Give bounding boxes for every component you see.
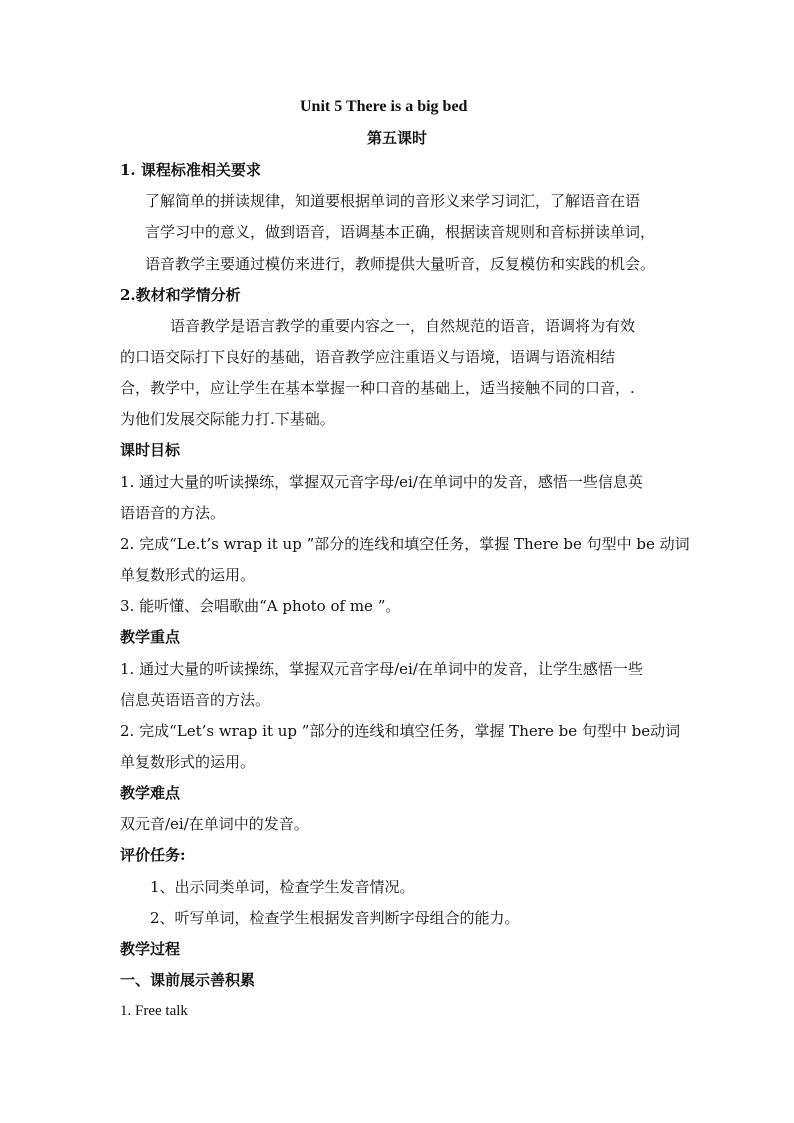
section-heading-key-points: 教学重点: [120, 628, 181, 646]
document-title: Unit 5 There is a big bed: [300, 98, 468, 115]
paragraph-line: 了解简单的拼读规律，知道要根据单词的音形义来学习词汇，了解语音在语: [145, 192, 641, 210]
paragraph-line: 2. 完成“Le.t’s wrap it up ”部分的连线和填空任务，掌握 There be 句型中 be 动词: [120, 535, 690, 553]
section-heading-analysis: 2.教材和学情分析: [120, 286, 241, 304]
section-subheading: 一、课前展示善积累: [120, 971, 256, 989]
paragraph-line: 为他们发展交际能力打.下基础。: [120, 410, 335, 428]
paragraph-line: 的口语交际打下良好的基础，语音教学应注重语义与语境，语调与语流相结: [120, 348, 616, 366]
paragraph-line: 语音教学是语言教学的重要内容之一，自然规范的语音，语调将为有效: [170, 317, 636, 335]
section-heading-standards: 1. 课程标准相关要求: [120, 161, 261, 179]
paragraph-line: 单复数形式的运用。: [120, 753, 256, 771]
paragraph-line: 单复数形式的运用。: [120, 566, 256, 584]
section-heading-objectives: 课时目标: [120, 441, 181, 459]
paragraph-line: 1. 通过大量的听读操练，掌握双元音字母/ei/在单词中的发音，感悟一些信息英: [120, 473, 643, 491]
document-subtitle: 第五课时: [367, 129, 428, 147]
section-heading-difficulties: 教学难点: [120, 784, 181, 802]
paragraph-line: 1、出示同类单词，检查学生发音情况。: [150, 878, 415, 896]
section-heading-evaluation: 评价任务:: [120, 846, 186, 864]
paragraph-line: 2、听写单词，检查学生根据发音判断字母组合的能力。: [150, 909, 520, 927]
section-heading-process: 教学过程: [120, 940, 181, 958]
paragraph-line: 1. 通过大量的听读操练，掌握双元音字母/ei/在单词中的发音，让学生感悟一些: [120, 660, 643, 678]
paragraph-line: 2. 完成“Let’s wrap it up ”部分的连线和填空任务，掌握 There be 句型中 be动词: [120, 722, 681, 740]
paragraph-line: 语音教学主要通过模仿来进行，教师提供大量听音，反复模仿和实践的机会。: [145, 255, 656, 273]
paragraph-line: 言学习中的意义，做到语音，语调基本正确，根据读音规则和音标拼读单词，: [145, 223, 656, 241]
paragraph-line: 合，教学中，应让学生在基本掌握一种口音的基础上，适当接触不同的口音，.: [120, 379, 635, 397]
paragraph-line: 语语音的方法。: [120, 504, 226, 522]
paragraph-line: 信息英语语音的方法。: [120, 691, 271, 709]
paragraph-line: 1. Free talk: [120, 1003, 188, 1019]
paragraph-line: 双元音/ei/在单词中的发音。: [120, 815, 309, 833]
paragraph-line: 3. 能听懂、会唱歌曲“A photo of me ”。: [120, 597, 401, 615]
